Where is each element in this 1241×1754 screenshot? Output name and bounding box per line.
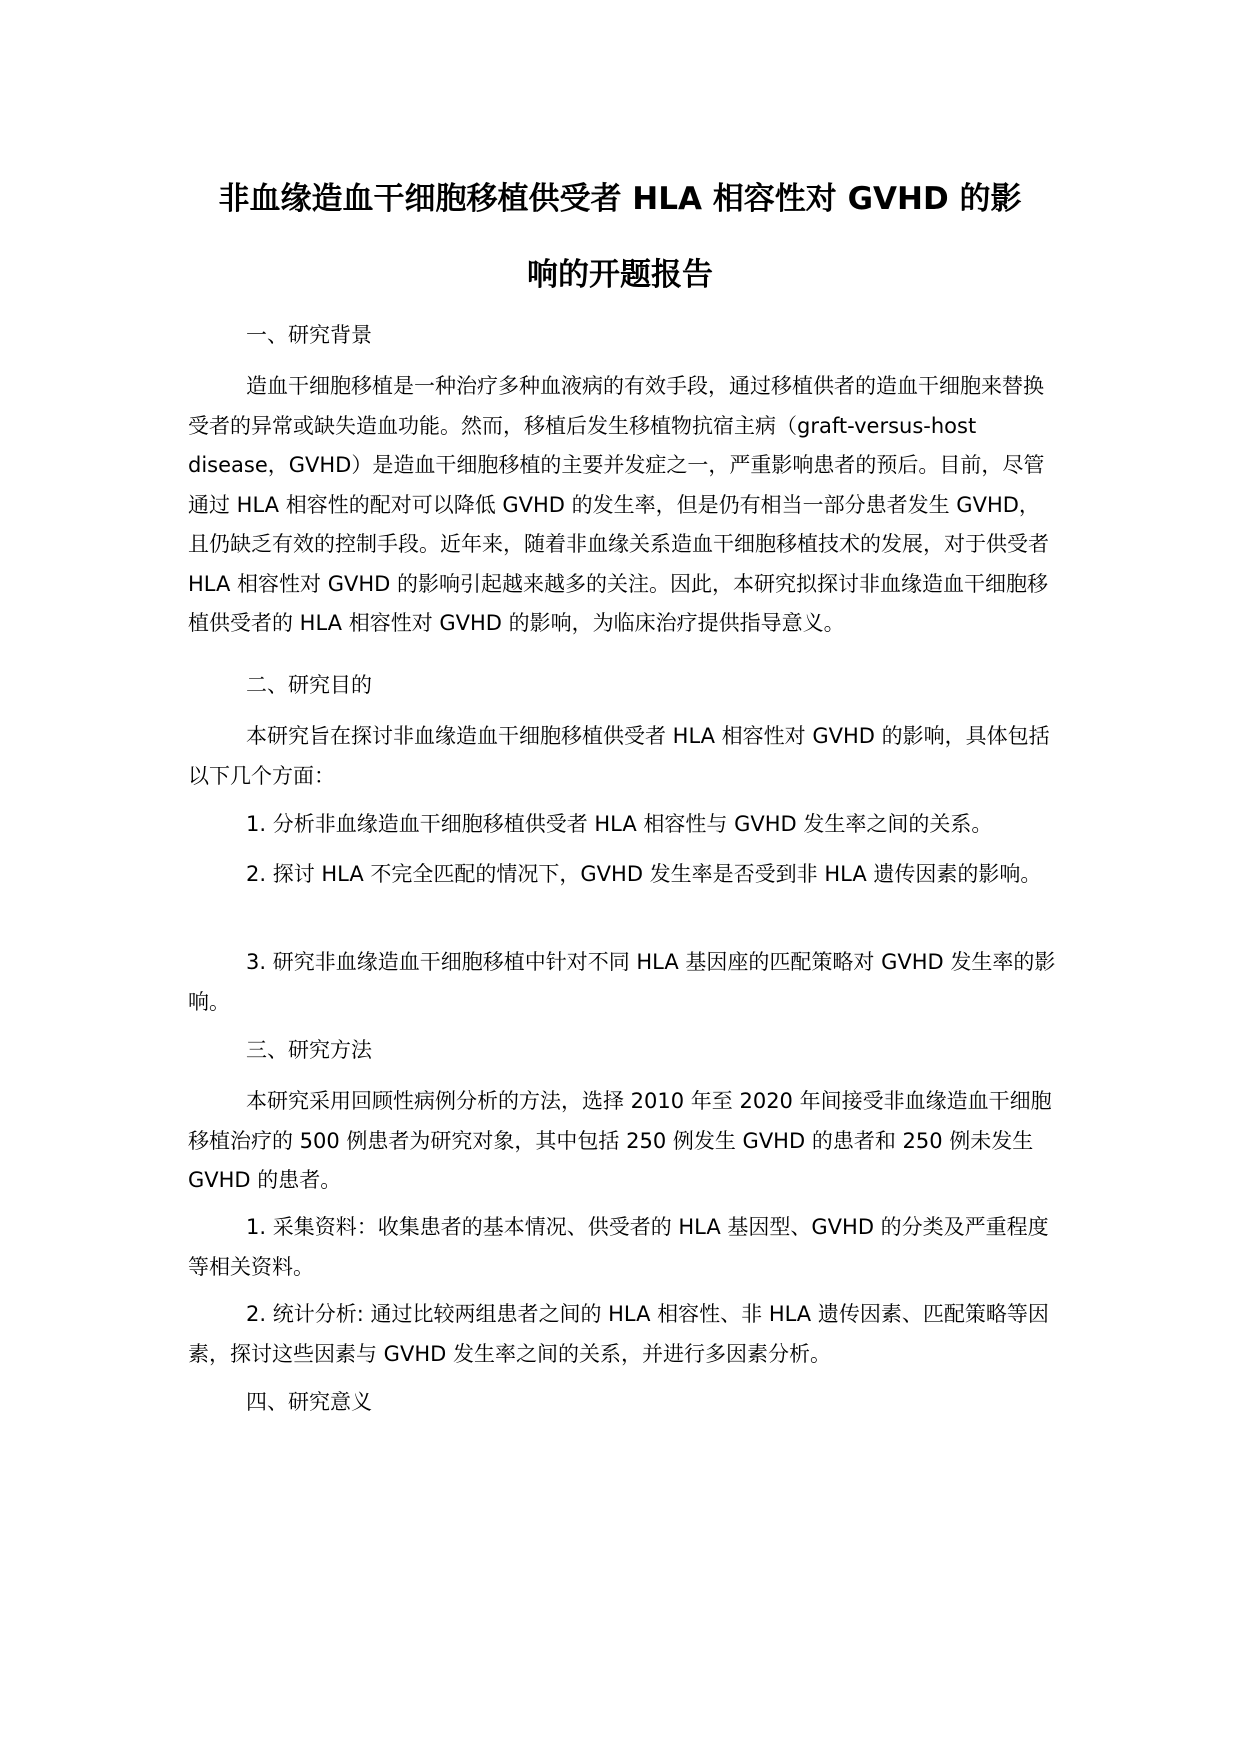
objective-item-1: 1. 分析非血缘造血干细胞移植供受者 HLA 相容性与 GVHD 发生率之间的关系。 [246,812,993,836]
section-heading-background: 一、研究背景 [246,323,372,347]
section-heading-objectives: 二、研究目的 [246,673,372,697]
method-item-2: 2. 统计分析: 通过比较两组患者之间的 HLA 相容性、非 HLA 遗传因素、匹配策略等因素，探讨这些因素与 GVHD 发生率之间的关系，并进行多因素分析。 [188,1302,1049,1366]
methods-paragraph: 本研究采用回顾性病例分析的方法，选择 2010 年至 2020 年间接受非血缘造血干细胞移植治疗的 500 例患者为研究对象，其中包括 250 例发生 GVHD 的患者和 250 例未发生 GVHD 的患者。 [188,1089,1052,1192]
objective-item-2: 2. 探讨 HLA 不完全匹配的情况下，GVHD 发生率是否受到非 HLA 遗传因素的影响。 [246,862,1042,886]
section-heading-significance: 四、研究意义 [246,1390,372,1414]
objective-item-3: 3. 研究非血缘造血干细胞移植中针对不同 HLA 基因座的匹配策略对 GVHD 发生率的影响。 [188,950,1056,1014]
method-item-1: 1. 采集资料：收集患者的基本情况、供受者的 HLA 基因型、GVHD 的分类及严重程度等相关资料。 [188,1215,1049,1279]
objectives-intro-paragraph: 本研究旨在探讨非血缘造血干细胞移植供受者 HLA 相容性对 GVHD 的影响，具体包括以下几个方面： [188,724,1050,788]
section-heading-methods: 三、研究方法 [246,1038,372,1062]
background-paragraph: 造血干细胞移植是一种治疗多种血液病的有效手段，通过移植供者的造血干细胞来替换受者的异常或缺失造血功能。然而，移植后发生移植物抗宿主病（graft-versus-host disease，GVHD）是造血干细胞移植的主要并发症之一，严重影响患者的预后。目前，尽管通过 HLA 相容性的配对可以降低 GVHD 的发生率，但是仍有相当一部分患者发生 GVHD，且仍缺乏有效的控制手段。近年来，随着非血缘关系造血干细胞移植技术的发展，对于供受者 HLA 相容性对 GVHD 的影响引起越来越多的关注。因此，本研究拟探讨非血缘造血干细胞移植供受者的 HLA 相容性对 GVHD 的影响，为临床治疗提供指导意义。 [188,374,1049,635]
document-title-line-2: 响的开题报告 [527,257,713,293]
document-title-line-1: 非血缘造血干细胞移植供受者 HLA 相容性对 GVHD 的影 [218,181,1022,217]
